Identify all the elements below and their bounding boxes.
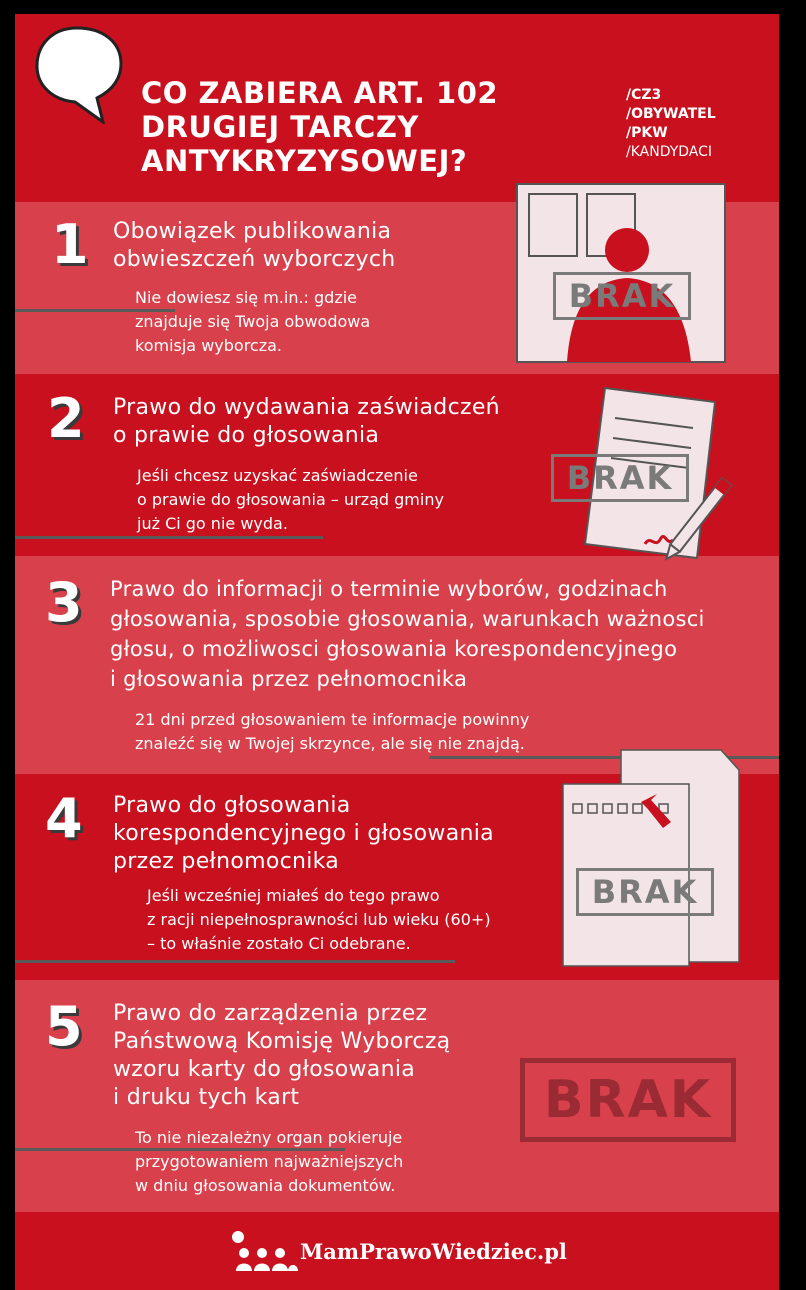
item-number: 1: [51, 213, 89, 276]
envelopes-illustration: [561, 748, 745, 970]
item-number: 3: [45, 571, 83, 634]
divider: [15, 960, 455, 963]
speech-bubble-icon: [31, 24, 127, 124]
tag: /OBYWATEL: [626, 106, 716, 122]
item-description: To nie niezależny organ pokieruje przygotowaniem najważniejszych w dniu głosowania dokumentów.: [135, 1128, 404, 1195]
tag: /PKW: [626, 125, 668, 141]
item-number: 4: [45, 787, 83, 850]
item-description: 21 dni przed głosowaniem te informacje powinny znaleźć się w Twojej skrzynce, ale się nie znajdą.: [135, 710, 530, 753]
tag-list: [626, 86, 716, 162]
item-number: 5: [45, 995, 83, 1058]
infographic: [15, 14, 779, 1290]
footer-logo[interactable]: [230, 1226, 567, 1276]
divider: [15, 536, 323, 539]
tag: /CZ3: [626, 87, 662, 103]
item-heading: Prawo do informacji o terminie wyborów, godzinach głosowania, sposobie głosowania, warunkach ważnosci głosu, o możliwosci głosowania korespondencyjnego i głosowania przez pełnomocnika: [110, 577, 705, 691]
tag: /KANDYDACI: [626, 144, 713, 160]
stamp: BRAK: [551, 454, 689, 502]
people-logo-icon: [230, 1229, 300, 1273]
item-description: Jeśli chcesz uzyskać zaświadczenie o prawie do głosowania – urząd gminy już Ci go nie wyda.: [137, 466, 444, 533]
stamp: BRAK: [553, 272, 691, 320]
item-heading: Prawo do wydawania zaświadczeń o prawie do głosowania: [113, 395, 500, 448]
stamp: BRAK: [520, 1058, 736, 1142]
item-description: Nie dowiesz się m.in.: gdzie znajduje się Twoja obwodowa komisja wyborcza.: [135, 288, 371, 355]
item-heading: Prawo do głosowania korespondencyjnego i głosowania przez pełnomocnika: [113, 793, 494, 874]
item-number: 2: [47, 387, 85, 450]
logo-text: MamPrawoWiedziec.pl: [300, 1238, 567, 1264]
divider: [15, 1148, 345, 1151]
item-heading: Obowiązek publikowania obwieszczeń wyborczych: [113, 219, 396, 272]
stamp: BRAK: [576, 868, 714, 916]
divider: [15, 309, 175, 312]
item-heading: Prawo do zarządzenia przez Państwową Komisję Wyborczą wzoru karty do głosowania i druku tych kart: [113, 1001, 451, 1110]
item-description: Jeśli wcześniej miałeś do tego prawo z racji niepełnosprawności lub wieku (60+) – to właśnie zostało Ci odebrane.: [147, 886, 491, 953]
page-title: CO ZABIERA ART. 102 DRUGIEJ TARCZY ANTYKRYZYSOWEJ?: [141, 76, 499, 178]
